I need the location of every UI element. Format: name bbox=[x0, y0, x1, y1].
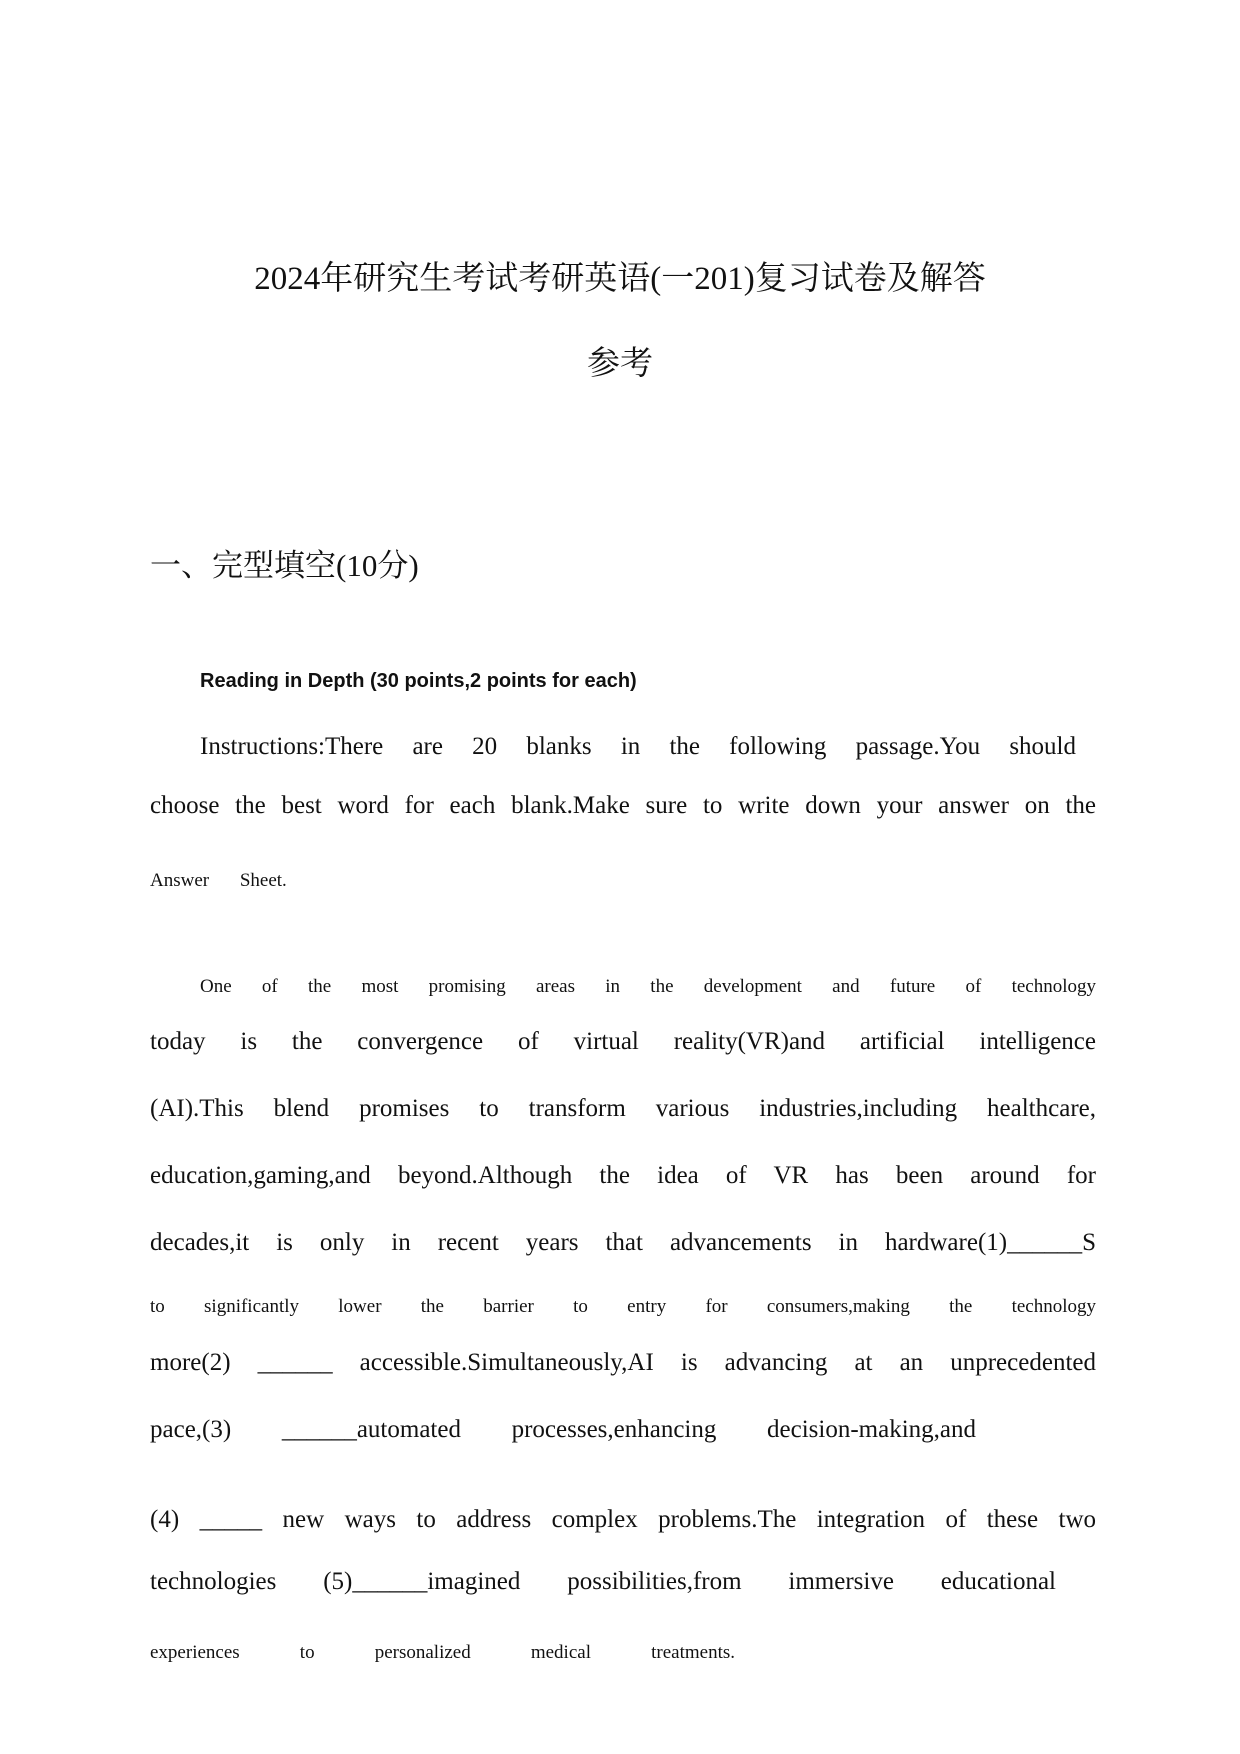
instructions-line-1: Instructions:There are 20 blanks in the following passage.You should bbox=[200, 733, 1076, 760]
subheading: Reading in Depth (30 points,2 points for each) bbox=[200, 670, 637, 692]
document-title-line2: 参考 bbox=[587, 346, 653, 382]
passage-line-9: (4) _____ new ways to address complex problems.The integration of these two bbox=[150, 1506, 1096, 1533]
passage-line-7: more(2) ______ accessible.Simultaneously,AI is advancing at an unprecedented bbox=[150, 1349, 1096, 1376]
instructions-line-3: Answer Sheet. bbox=[150, 870, 287, 891]
instructions-line-2: choose the best word for each blank.Make sure to write down your answer on the bbox=[150, 792, 1096, 819]
document-title-line1: 2024年研究生考试考研英语(一201)复习试卷及解答 bbox=[254, 261, 986, 297]
section-heading: 一、完型填空(10分) bbox=[150, 548, 419, 583]
passage-line-1: One of the most promising areas in the development and future of technology bbox=[200, 976, 1096, 997]
passage-line-5: decades,it is only in recent years that advancements in hardware(1)______S bbox=[150, 1229, 1096, 1256]
passage-line-6: to significantly lower the barrier to entry for consumers,making the technology bbox=[150, 1296, 1096, 1317]
passage-line-11: experiences to personalized medical treatments. bbox=[150, 1642, 735, 1663]
passage-line-2: today is the convergence of virtual reality(VR)and artificial intelligence bbox=[150, 1028, 1096, 1055]
passage-line-10: technologies (5)______imagined possibilities,from immersive educational bbox=[150, 1568, 1056, 1595]
passage-line-4: education,gaming,and beyond.Although the idea of VR has been around for bbox=[150, 1162, 1096, 1189]
passage-line-3: (AI).This blend promises to transform various industries,including healthcare, bbox=[150, 1095, 1096, 1122]
passage-line-8: pace,(3) ______automated processes,enhancing decision-making,and bbox=[150, 1416, 976, 1443]
